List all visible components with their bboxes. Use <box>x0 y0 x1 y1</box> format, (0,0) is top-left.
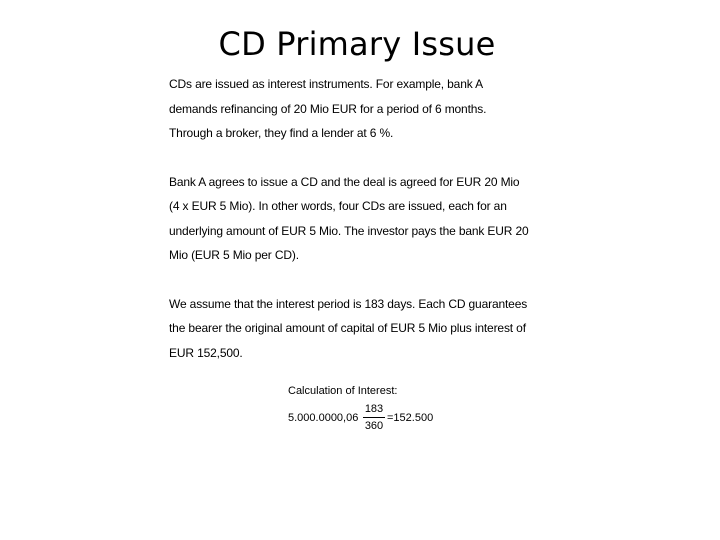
formula-fraction <box>361 402 387 433</box>
fraction-numerator: 183 <box>364 403 384 415</box>
text-line: Mio (EUR 5 Mio per CD). <box>169 248 299 262</box>
fraction-denominator: 360 <box>364 420 384 432</box>
text-line: CDs are issued as interest instruments. For example, bank A <box>169 77 483 91</box>
paragraph-example <box>169 72 529 146</box>
calculation-label: Calculation of Interest: <box>288 385 398 397</box>
text-line: Through a broker, they find a lender at 6 %. <box>169 126 394 140</box>
text-line: We assume that the interest period is 183 days. Each CD guarantees <box>169 296 528 311</box>
slide-title: CD Primary Issue <box>218 25 496 63</box>
text-line: (4 x EUR 5 Mio). In other words, four CDs are issued, each for an <box>169 199 507 213</box>
paragraph-interest-period <box>169 292 529 366</box>
paragraph-deal <box>169 170 529 268</box>
text-line: EUR 152,500. <box>169 345 243 360</box>
formula-prefix: 5.000.0000,06 <box>288 412 359 424</box>
fraction-bar <box>363 417 385 418</box>
text-line: demands refinancing of 20 Mio EUR for a period of 6 months. <box>169 101 487 116</box>
text-line: the bearer the original amount of capital of EUR 5 Mio plus interest of <box>169 321 526 335</box>
text-line: underlying amount of EUR 5 Mio. The investor pays the bank EUR 20 <box>169 223 529 238</box>
text-line: Bank A agrees to issue a CD and the deal is agreed for EUR 20 Mio <box>169 174 520 189</box>
body-text <box>169 72 529 389</box>
formula-result: =152.500 <box>387 412 434 424</box>
